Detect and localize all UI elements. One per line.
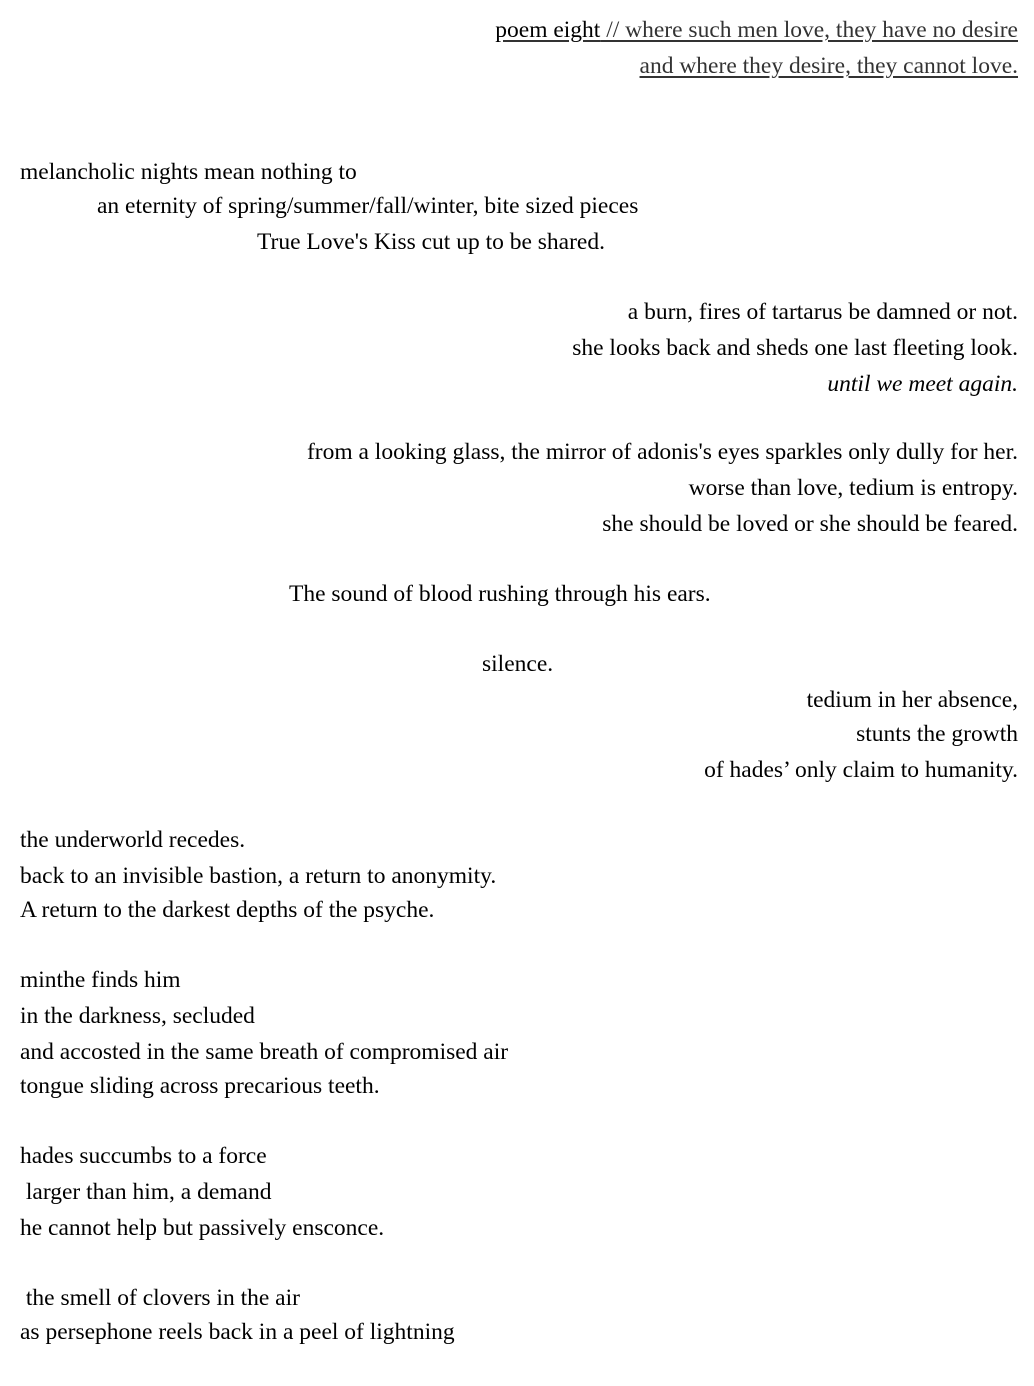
title-line-1 bbox=[495, 16, 1018, 44]
title-subtitle: // where such men love, they have no desire bbox=[600, 17, 1018, 43]
poem-line: as persephone reels back in a peel of lightning bbox=[20, 1319, 455, 1345]
poem-line: hades succumbs to a force bbox=[20, 1143, 267, 1169]
poem-line: until we meet again. bbox=[827, 371, 1018, 397]
poem-line: he cannot help but passively ensconce. bbox=[20, 1215, 385, 1241]
poem-line: The sound of blood rushing through his ears. bbox=[289, 581, 711, 607]
poem-line: back to an invisible bastion, a return to anonymity. bbox=[20, 863, 497, 889]
poem-line: tongue sliding across precarious teeth. bbox=[20, 1073, 380, 1099]
poem-line: an eternity of spring/summer/fall/winter, bite sized pieces bbox=[97, 193, 639, 219]
poem-line: she should be loved or she should be feared. bbox=[602, 511, 1018, 537]
poem-line: larger than him, a demand bbox=[20, 1179, 272, 1205]
poem-line: the underworld recedes. bbox=[20, 827, 246, 853]
poem-line: worse than love, tedium is entropy. bbox=[688, 475, 1018, 501]
poem-line: silence. bbox=[482, 651, 554, 677]
poem-line: melancholic nights mean nothing to bbox=[20, 159, 357, 185]
poem-line: the smell of clovers in the air bbox=[20, 1285, 300, 1311]
poem-line: she looks back and sheds one last fleeting look. bbox=[572, 335, 1018, 361]
poem-line: of hades’ only claim to humanity. bbox=[704, 757, 1018, 783]
title-prefix: poem eight bbox=[495, 17, 601, 43]
poem-line: from a looking glass, the mirror of adonis's eyes sparkles only dully for her. bbox=[306, 439, 1018, 465]
poem-line: a burn, fires of tartarus be damned or not. bbox=[627, 299, 1018, 325]
poem-line: stunts the growth bbox=[856, 721, 1018, 747]
poem-line: in the darkness, secluded bbox=[20, 1003, 255, 1029]
poem-line: tedium in her absence, bbox=[806, 687, 1018, 713]
poem-line: A return to the darkest depths of the psyche. bbox=[20, 897, 435, 923]
title-line-2: and where they desire, they cannot love. bbox=[639, 53, 1018, 79]
poem-line: minthe finds him bbox=[20, 967, 181, 993]
poem-line: True Love's Kiss cut up to be shared. bbox=[257, 229, 605, 255]
poem-line: and accosted in the same breath of compromised air bbox=[20, 1039, 509, 1065]
